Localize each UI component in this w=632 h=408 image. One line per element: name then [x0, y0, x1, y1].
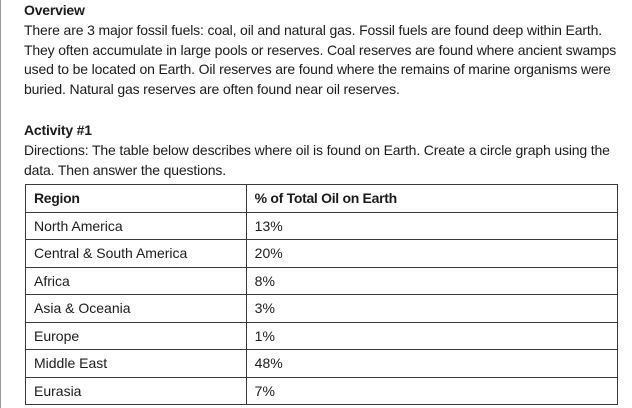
region-cell: North America — [26, 212, 247, 240]
region-cell: Africa — [26, 267, 247, 295]
percent-cell: 20% — [246, 240, 617, 268]
overview-paragraph: There are 3 major fossil fuels: coal, oil and natural gas. Fossil fuels are found deep within Earth. They often accumulate in large pools or reserves. Coal reserves are found where ancient swamps used to be located on Earth. Oil reserves are found where the remains of marine organisms were buried. Natural gas reserves are often found near oil reserves. — [24, 22, 617, 97]
overview-heading: Overview — [24, 2, 85, 18]
percent-cell: 48% — [246, 350, 617, 378]
percent-cell: 7% — [246, 377, 617, 405]
table-header-row — [26, 185, 618, 213]
activity-heading: Activity #1 — [24, 122, 92, 138]
column-header-region: Region — [26, 185, 247, 213]
table-row — [26, 377, 618, 405]
table-row — [26, 240, 618, 268]
percent-cell: 1% — [246, 322, 617, 350]
table-row — [26, 267, 618, 295]
table-row — [26, 350, 618, 378]
table-row — [26, 295, 618, 323]
table-row — [26, 212, 618, 240]
table-row — [26, 322, 618, 350]
region-cell: Central & South America — [26, 240, 247, 268]
region-cell: Eurasia — [26, 377, 247, 405]
region-cell: Europe — [26, 322, 247, 350]
percent-cell: 13% — [246, 212, 617, 240]
region-cell: Middle East — [26, 350, 247, 378]
region-cell: Asia & Oceania — [26, 295, 247, 323]
directions-paragraph: Directions: The table below describes where oil is found on Earth. Create a circle graph using the data. Then answer the questions. — [24, 142, 610, 178]
oil-distribution-table — [25, 184, 618, 405]
percent-cell: 8% — [246, 267, 617, 295]
column-header-percent: % of Total Oil on Earth — [246, 185, 617, 213]
percent-cell: 3% — [246, 295, 617, 323]
